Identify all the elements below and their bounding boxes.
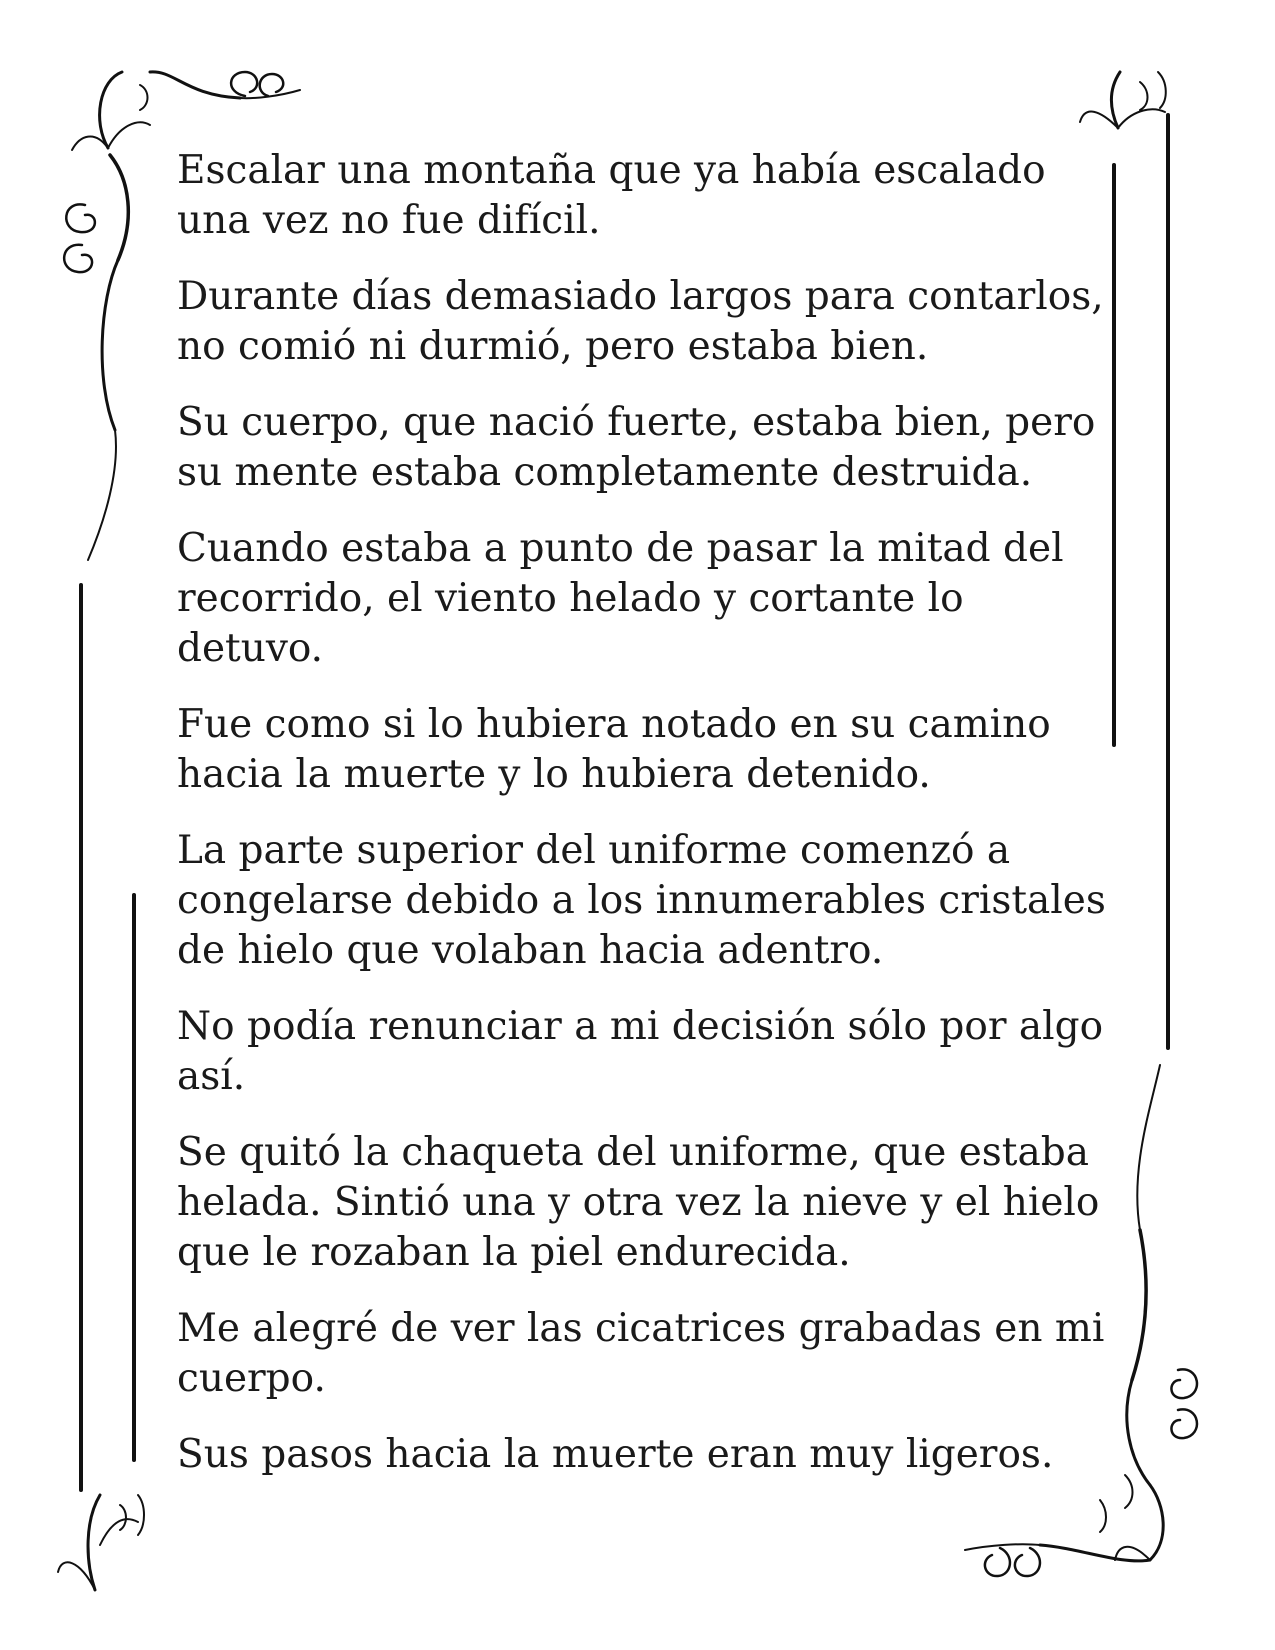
flourish-bottom-left [58, 1495, 144, 1590]
paragraph-8: Se quitó la chaqueta del uniforme, que estaba helada. Sintió una y otra vez la nieve y el hielo que le rozaban la piel endurecida. [177, 1130, 1100, 1275]
flourish-top-right [1080, 72, 1166, 128]
paragraph-10: Sus pasos hacia la muerte eran muy ligeros. [177, 1432, 1054, 1477]
paragraph-1: Escalar una montaña que ya había escalado una vez no fue difícil. [177, 148, 1046, 243]
paragraph-4: Cuando estaba a punto de pasar la mitad del recorrido, el viento helado y cortante lo detuvo. [177, 526, 1064, 671]
paragraph-6: La parte superior del uniforme comenzó a congelarse debido a los innumerables cristales de hielo que volaban hacia adentro. [177, 828, 1106, 973]
paragraph-2: Durante días demasiado largos para contarlos, no comió ni durmió, pero estaba bien. [177, 274, 1104, 369]
paragraph-7: No podía renunciar a mi decisión sólo por algo así. [177, 1004, 1104, 1099]
paragraph-3: Su cuerpo, que nació fuerte, estaba bien, pero su mente estaba completamente destruida. [177, 400, 1096, 495]
body-text [177, 146, 1107, 1506]
paragraph-9: Me alegré de ver las cicatrices grabadas en mi cuerpo. [177, 1306, 1105, 1401]
paragraph-5: Fue como si lo hubiera notado en su camino hacia la muerte y lo hubiera detenido. [177, 702, 1051, 797]
